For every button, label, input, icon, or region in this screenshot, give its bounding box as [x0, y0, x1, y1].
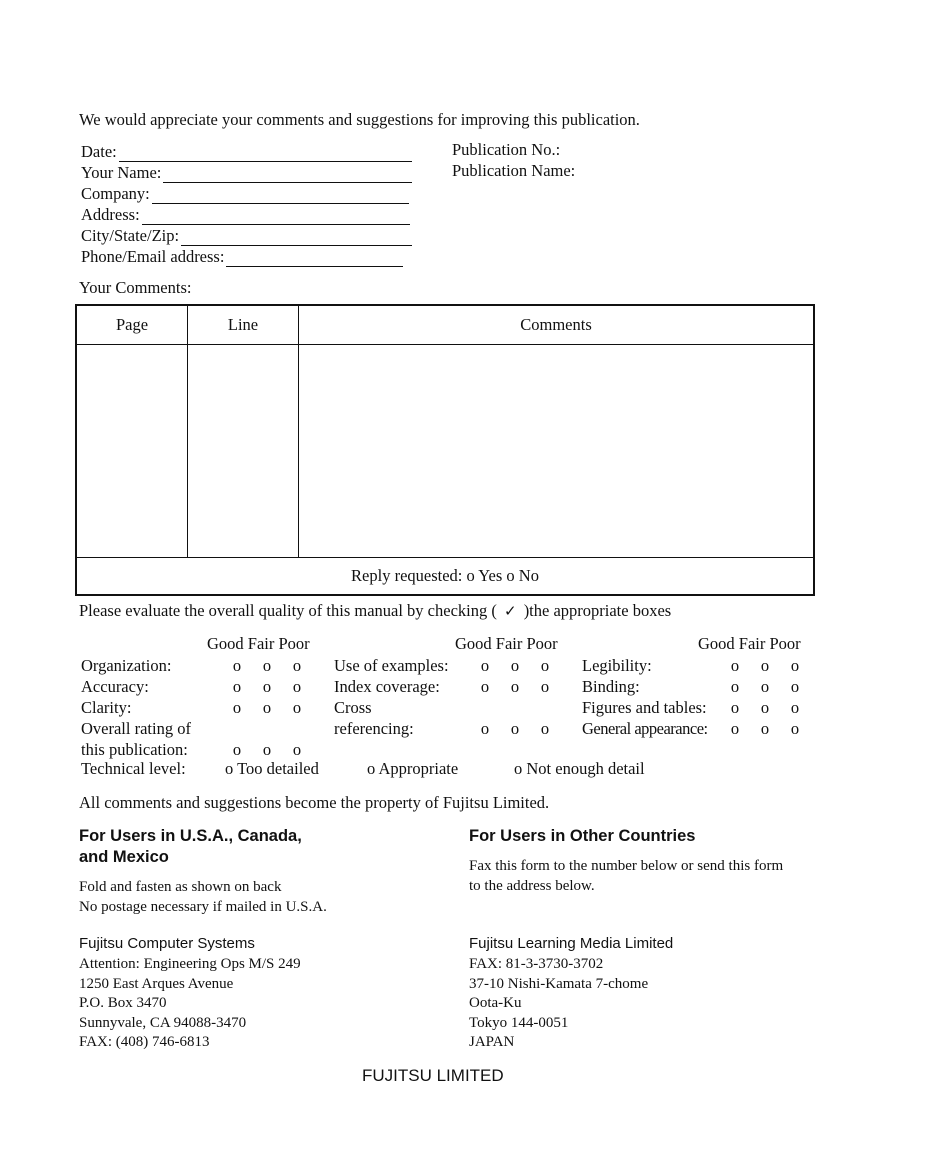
other-company: Fujitsu Learning Media Limited [469, 935, 674, 952]
rating-label: referencing: [334, 719, 414, 738]
city-label: City/State/Zip: [81, 226, 180, 245]
rating-label: Clarity: [81, 698, 132, 717]
good-radio[interactable]: o [730, 656, 740, 675]
rating-col2-options [470, 655, 560, 739]
publication-name-label: Publication Name: [452, 161, 576, 180]
address-field[interactable] [81, 204, 410, 225]
rating-label: Figures and tables: [582, 698, 707, 717]
address-label: Address: [81, 205, 140, 224]
address-line: 1250 East Arques Avenue [79, 975, 234, 992]
other-address [469, 955, 648, 1053]
good-radio[interactable]: o [480, 677, 490, 696]
rating-label: Use of examples: [334, 656, 449, 675]
city-field[interactable] [81, 225, 412, 246]
rating-label: Accuracy: [81, 677, 149, 696]
good-radio[interactable]: o [730, 698, 740, 717]
address-line: Oota-Ku [469, 995, 522, 1011]
phone-field[interactable] [81, 246, 403, 267]
good-radio[interactable]: o [730, 677, 740, 696]
usa-address [79, 955, 301, 1053]
poor-radio[interactable]: o [540, 656, 550, 675]
evaluate-instructions [79, 601, 671, 621]
company-field[interactable] [81, 183, 409, 204]
fair-radio[interactable]: o [760, 719, 770, 738]
rating-col1-options [222, 655, 312, 760]
fair-radio[interactable]: o [262, 677, 272, 696]
col-line-header: Line [188, 305, 299, 345]
good-radio[interactable]: o [232, 740, 242, 759]
address-line: FAX: (408) 746-6813 [79, 1034, 210, 1050]
comments-cell[interactable] [299, 345, 815, 558]
usa-text-line1: Fold and fasten as shown on back [79, 879, 282, 895]
company-input-line[interactable] [152, 189, 409, 204]
usa-instructions [79, 877, 327, 917]
page-cell[interactable] [76, 345, 188, 558]
line-cell[interactable] [188, 345, 299, 558]
publication-no-label: Publication No.: [452, 140, 561, 159]
address-line: 37-10 Nishi-Kamata 7-chome [469, 975, 649, 992]
phone-label: Phone/Email address: [81, 247, 225, 266]
usa-company: Fujitsu Computer Systems [79, 935, 255, 952]
appropriate-option[interactable]: o Appropriate [367, 759, 459, 778]
address-line: P.O. Box 3470 [79, 995, 167, 1011]
poor-radio[interactable]: o [292, 656, 302, 675]
poor-radio[interactable]: o [790, 677, 800, 696]
evaluate-text-before: Please evaluate the overall quality of this manual by checking ( [79, 601, 497, 620]
rating-label: Organization: [81, 656, 172, 675]
property-notice: All comments and suggestions become the property of Fujitsu Limited. [79, 793, 550, 812]
col-comments-header: Comments [299, 305, 815, 345]
usa-heading [79, 826, 302, 868]
poor-radio[interactable]: o [292, 677, 302, 696]
rating-header-1: Good Fair Poor [207, 634, 310, 653]
fair-radio[interactable]: o [262, 740, 272, 759]
other-text-line2: to the address below. [469, 878, 595, 894]
fair-radio[interactable]: o [510, 719, 520, 738]
good-radio[interactable]: o [480, 656, 490, 675]
not-enough-detail-option[interactable]: o Not enough detail [514, 759, 645, 778]
poor-radio[interactable]: o [790, 698, 800, 717]
rating-header-2: Good Fair Poor [455, 634, 558, 653]
good-radio[interactable]: o [232, 656, 242, 675]
fair-radio[interactable]: o [760, 656, 770, 675]
other-heading: For Users in Other Countries [469, 827, 696, 845]
phone-input-line[interactable] [226, 252, 403, 267]
poor-radio[interactable]: o [790, 719, 800, 738]
fair-radio[interactable]: o [262, 698, 272, 717]
too-detailed-option[interactable]: o Too detailed [225, 759, 319, 778]
rating-col3-labels [582, 655, 708, 739]
other-instructions [469, 856, 783, 896]
fair-radio[interactable]: o [262, 656, 272, 675]
poor-radio[interactable]: o [540, 677, 550, 696]
rating-header-3: Good Fair Poor [698, 634, 801, 653]
date-input-line[interactable] [119, 147, 412, 162]
comments-table [75, 304, 815, 596]
usa-heading-line2: and Mexico [79, 848, 169, 866]
fair-radio[interactable]: o [760, 677, 770, 696]
address-line: JAPAN [469, 1034, 515, 1050]
address-line: Sunnyvale, CA 94088-3470 [79, 1014, 247, 1031]
address-line: FAX: 81-3-3730-3702 [469, 956, 604, 972]
rating-label: Index coverage: [334, 677, 440, 696]
other-text-line1: Fax this form to the number below or send this form [469, 858, 784, 874]
col-page-header: Page [76, 305, 188, 345]
address-input-line[interactable] [142, 210, 410, 225]
good-radio[interactable]: o [480, 719, 490, 738]
address-line: Attention: Engineering Ops M/S 249 [79, 956, 301, 972]
reply-requested[interactable]: Reply requested: o Yes o No [76, 558, 814, 596]
comments-heading: Your Comments: [79, 278, 192, 297]
usa-text-line2: No postage necessary if mailed in U.S.A. [79, 899, 327, 915]
technical-level-label: Technical level: [81, 759, 186, 778]
footer-company: FUJITSU LIMITED [362, 1066, 504, 1085]
good-radio[interactable]: o [232, 677, 242, 696]
usa-heading-line1: For Users in U.S.A., Canada, [79, 827, 302, 845]
rating-col2-labels [334, 655, 449, 739]
rating-col1-labels [81, 655, 191, 760]
rating-label: General appearance: [582, 719, 708, 738]
rating-label: this publication: [81, 740, 188, 759]
name-input-line[interactable] [163, 168, 412, 183]
poor-radio[interactable]: o [540, 719, 550, 738]
city-input-line[interactable] [181, 231, 412, 246]
company-label: Company: [81, 184, 150, 203]
poor-radio[interactable]: o [292, 698, 302, 717]
evaluate-text-after: )the appropriate boxes [523, 601, 672, 620]
fair-radio[interactable]: o [510, 677, 520, 696]
intro-text: We would appreciate your comments and suggestions for improving this publication. [79, 110, 640, 129]
rating-label: Legibility: [582, 656, 652, 675]
rating-label: Overall rating of [81, 719, 191, 738]
name-label: Your Name: [81, 163, 162, 182]
good-radio[interactable]: o [232, 698, 242, 717]
check-icon: ✓ [503, 602, 517, 620]
fair-radio[interactable]: o [760, 698, 770, 717]
address-line: Tokyo 144-0051 [469, 1014, 569, 1031]
good-radio[interactable]: o [730, 719, 740, 738]
date-label: Date: [81, 142, 117, 161]
poor-radio[interactable]: o [790, 656, 800, 675]
name-field[interactable] [81, 162, 412, 183]
date-field[interactable] [81, 141, 412, 162]
rating-label: Binding: [582, 677, 640, 696]
fair-radio[interactable]: o [510, 656, 520, 675]
rating-label: Cross [334, 698, 372, 717]
poor-radio[interactable]: o [292, 740, 302, 759]
rating-col3-options [720, 655, 810, 739]
